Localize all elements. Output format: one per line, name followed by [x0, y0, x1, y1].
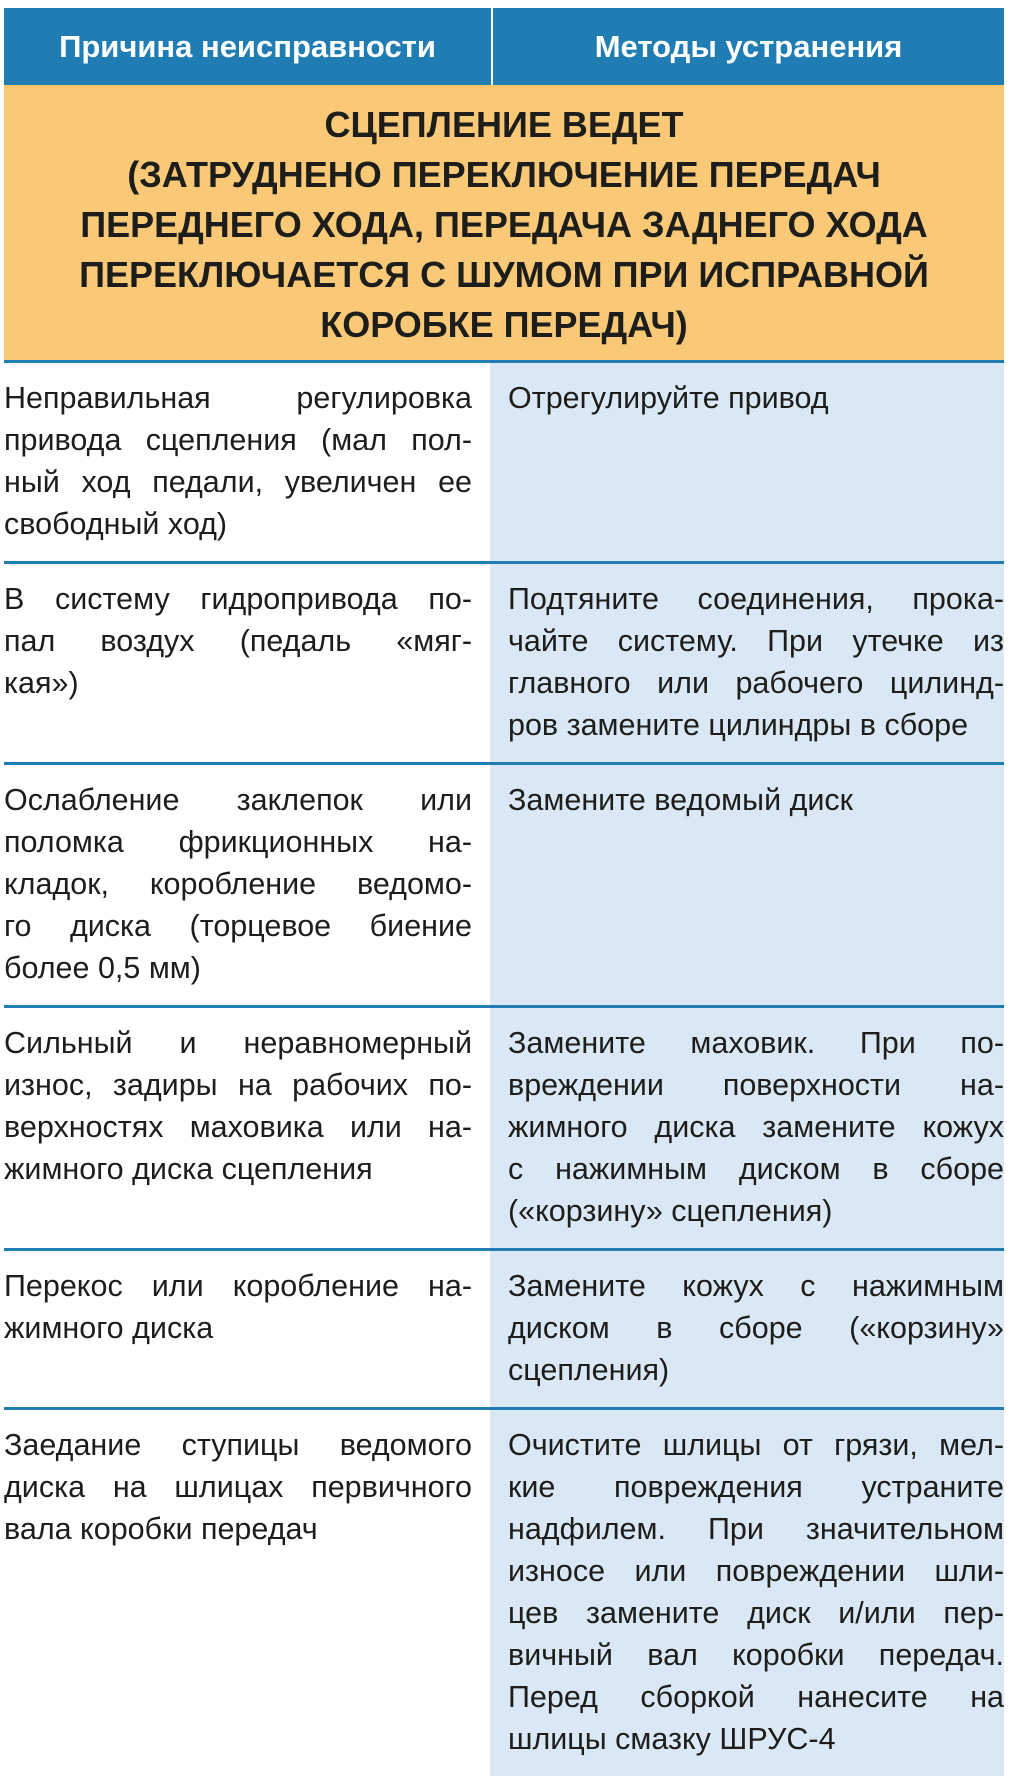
- cause-text-line: Сильный и неравномерный: [4, 1026, 472, 1060]
- cause-cell: [4, 1008, 472, 1248]
- section-title-line: ПЕРЕДНЕГО ХОДА, ПЕРЕДАЧА ЗАДНЕГО ХОДА: [80, 204, 928, 245]
- cause-text-line: Неправильная регулировка: [4, 381, 472, 415]
- cause-text-line: поломка фрикционных на-: [4, 825, 472, 859]
- cause-text-line: Перекос или коробление на-: [4, 1269, 472, 1303]
- table-body: [4, 363, 1004, 1776]
- fix-text-line: Подтяните соединения, прока-: [508, 582, 1004, 616]
- cause-text-line: ный ход педали, увеличен ее: [4, 465, 472, 499]
- fix-text-line: Отрегулируйте привод: [508, 381, 829, 415]
- fix-cell: [490, 363, 1004, 561]
- fix-text-line: Очистите шлицы от грязи, мел-: [508, 1428, 1004, 1462]
- cause-text-line: пал воздух (педаль «мяг-: [4, 624, 472, 658]
- table-header: [4, 8, 1004, 88]
- fix-text-line: шлицы смазку ШРУС-4: [508, 1722, 836, 1756]
- cause-text-line: диска на шлицах первичного: [4, 1470, 472, 1504]
- fix-text-line: ров замените цилиндры в сборе: [508, 708, 969, 742]
- section-title: [4, 88, 1004, 363]
- fix-cell: [490, 1410, 1004, 1776]
- cause-text-line: свободный ход): [4, 507, 228, 541]
- header-fix: Методы устранения: [594, 28, 903, 64]
- section-title-line: ПЕРЕКЛЮЧАЕТСЯ С ШУМОМ ПРИ ИСПРАВНОЙ: [79, 254, 929, 295]
- table-row: [4, 564, 1004, 765]
- section-title-line: КОРОБКЕ ПЕРЕДАЧ): [320, 304, 688, 345]
- fix-text-line: главного или рабочего цилинд-: [508, 666, 1004, 700]
- fix-text-line: Замените ведомый диск: [508, 783, 854, 817]
- cause-cell: [4, 765, 472, 1005]
- table-row: [4, 363, 1004, 564]
- fix-cell: [490, 765, 1004, 1005]
- header-cause: Причина неисправности: [4, 8, 493, 85]
- fix-text-line: чайте систему. При утечке из: [508, 624, 1004, 658]
- fix-text-line: с нажимным диском в сборе: [508, 1152, 1004, 1186]
- fix-text-line: кие повреждения устраните: [508, 1470, 1004, 1504]
- cause-cell: [4, 564, 472, 762]
- fix-text-line: («корзину» сцепления): [508, 1194, 833, 1228]
- fix-text-line: Замените маховик. При по-: [508, 1026, 1004, 1060]
- cause-text-line: жимного диска: [4, 1311, 214, 1345]
- section-title-line: (ЗАТРУДНЕНО ПЕРЕКЛЮЧЕНИЕ ПЕРЕДАЧ: [127, 154, 881, 195]
- fix-text-line: диском в сборе («корзину»: [508, 1311, 1004, 1345]
- cause-text-line: более 0,5 мм): [4, 951, 201, 985]
- cause-text-line: Ослабление заклепок или: [4, 783, 472, 817]
- table-row: [4, 765, 1004, 1008]
- fix-text-line: Замените кожух с нажимным: [508, 1269, 1004, 1303]
- cause-cell: [4, 363, 472, 561]
- fix-text-line: вичный вал коробки передач.: [508, 1638, 1004, 1672]
- fix-cell: [490, 1008, 1004, 1248]
- fix-text-line: сцепления): [508, 1353, 670, 1387]
- cause-text-line: го диска (торцевое биение: [4, 909, 472, 943]
- cause-cell: [4, 1251, 472, 1407]
- cause-cell: [4, 1410, 472, 1776]
- fix-text-line: цев замените диск и/или пер-: [508, 1596, 1004, 1630]
- cause-text-line: вала коробки передач: [4, 1512, 318, 1546]
- cause-text-line: жимного диска сцепления: [4, 1152, 373, 1186]
- table-row: [4, 1410, 1004, 1776]
- cause-text-line: кладок, коробление ведомо-: [4, 867, 472, 901]
- troubleshooting-table: [4, 8, 1004, 1776]
- fix-text-line: вреждении поверхности на-: [508, 1068, 1004, 1102]
- fix-cell: [490, 564, 1004, 762]
- table-row: [4, 1008, 1004, 1251]
- cause-text-line: Заедание ступицы ведомого: [4, 1428, 472, 1462]
- cause-text-line: В систему гидропривода по-: [4, 582, 472, 616]
- fix-cell: [490, 1251, 1004, 1407]
- fix-text-line: надфилем. При значительном: [508, 1512, 1004, 1546]
- fix-text-line: износе или повреждении шли-: [508, 1554, 1004, 1588]
- fix-text-line: жимного диска замените кожух: [508, 1110, 1004, 1144]
- cause-text-line: кая»): [4, 666, 79, 700]
- cause-text-line: износ, задиры на рабочих по-: [4, 1068, 472, 1102]
- fix-text-line: Перед сборкой нанесите на: [508, 1680, 1004, 1714]
- cause-text-line: верхностях маховика или на-: [4, 1110, 472, 1144]
- cause-text-line: привода сцепления (мал пол-: [4, 423, 472, 457]
- section-title-line: СЦЕПЛЕНИЕ ВЕДЕТ: [324, 104, 684, 145]
- table-row: [4, 1251, 1004, 1410]
